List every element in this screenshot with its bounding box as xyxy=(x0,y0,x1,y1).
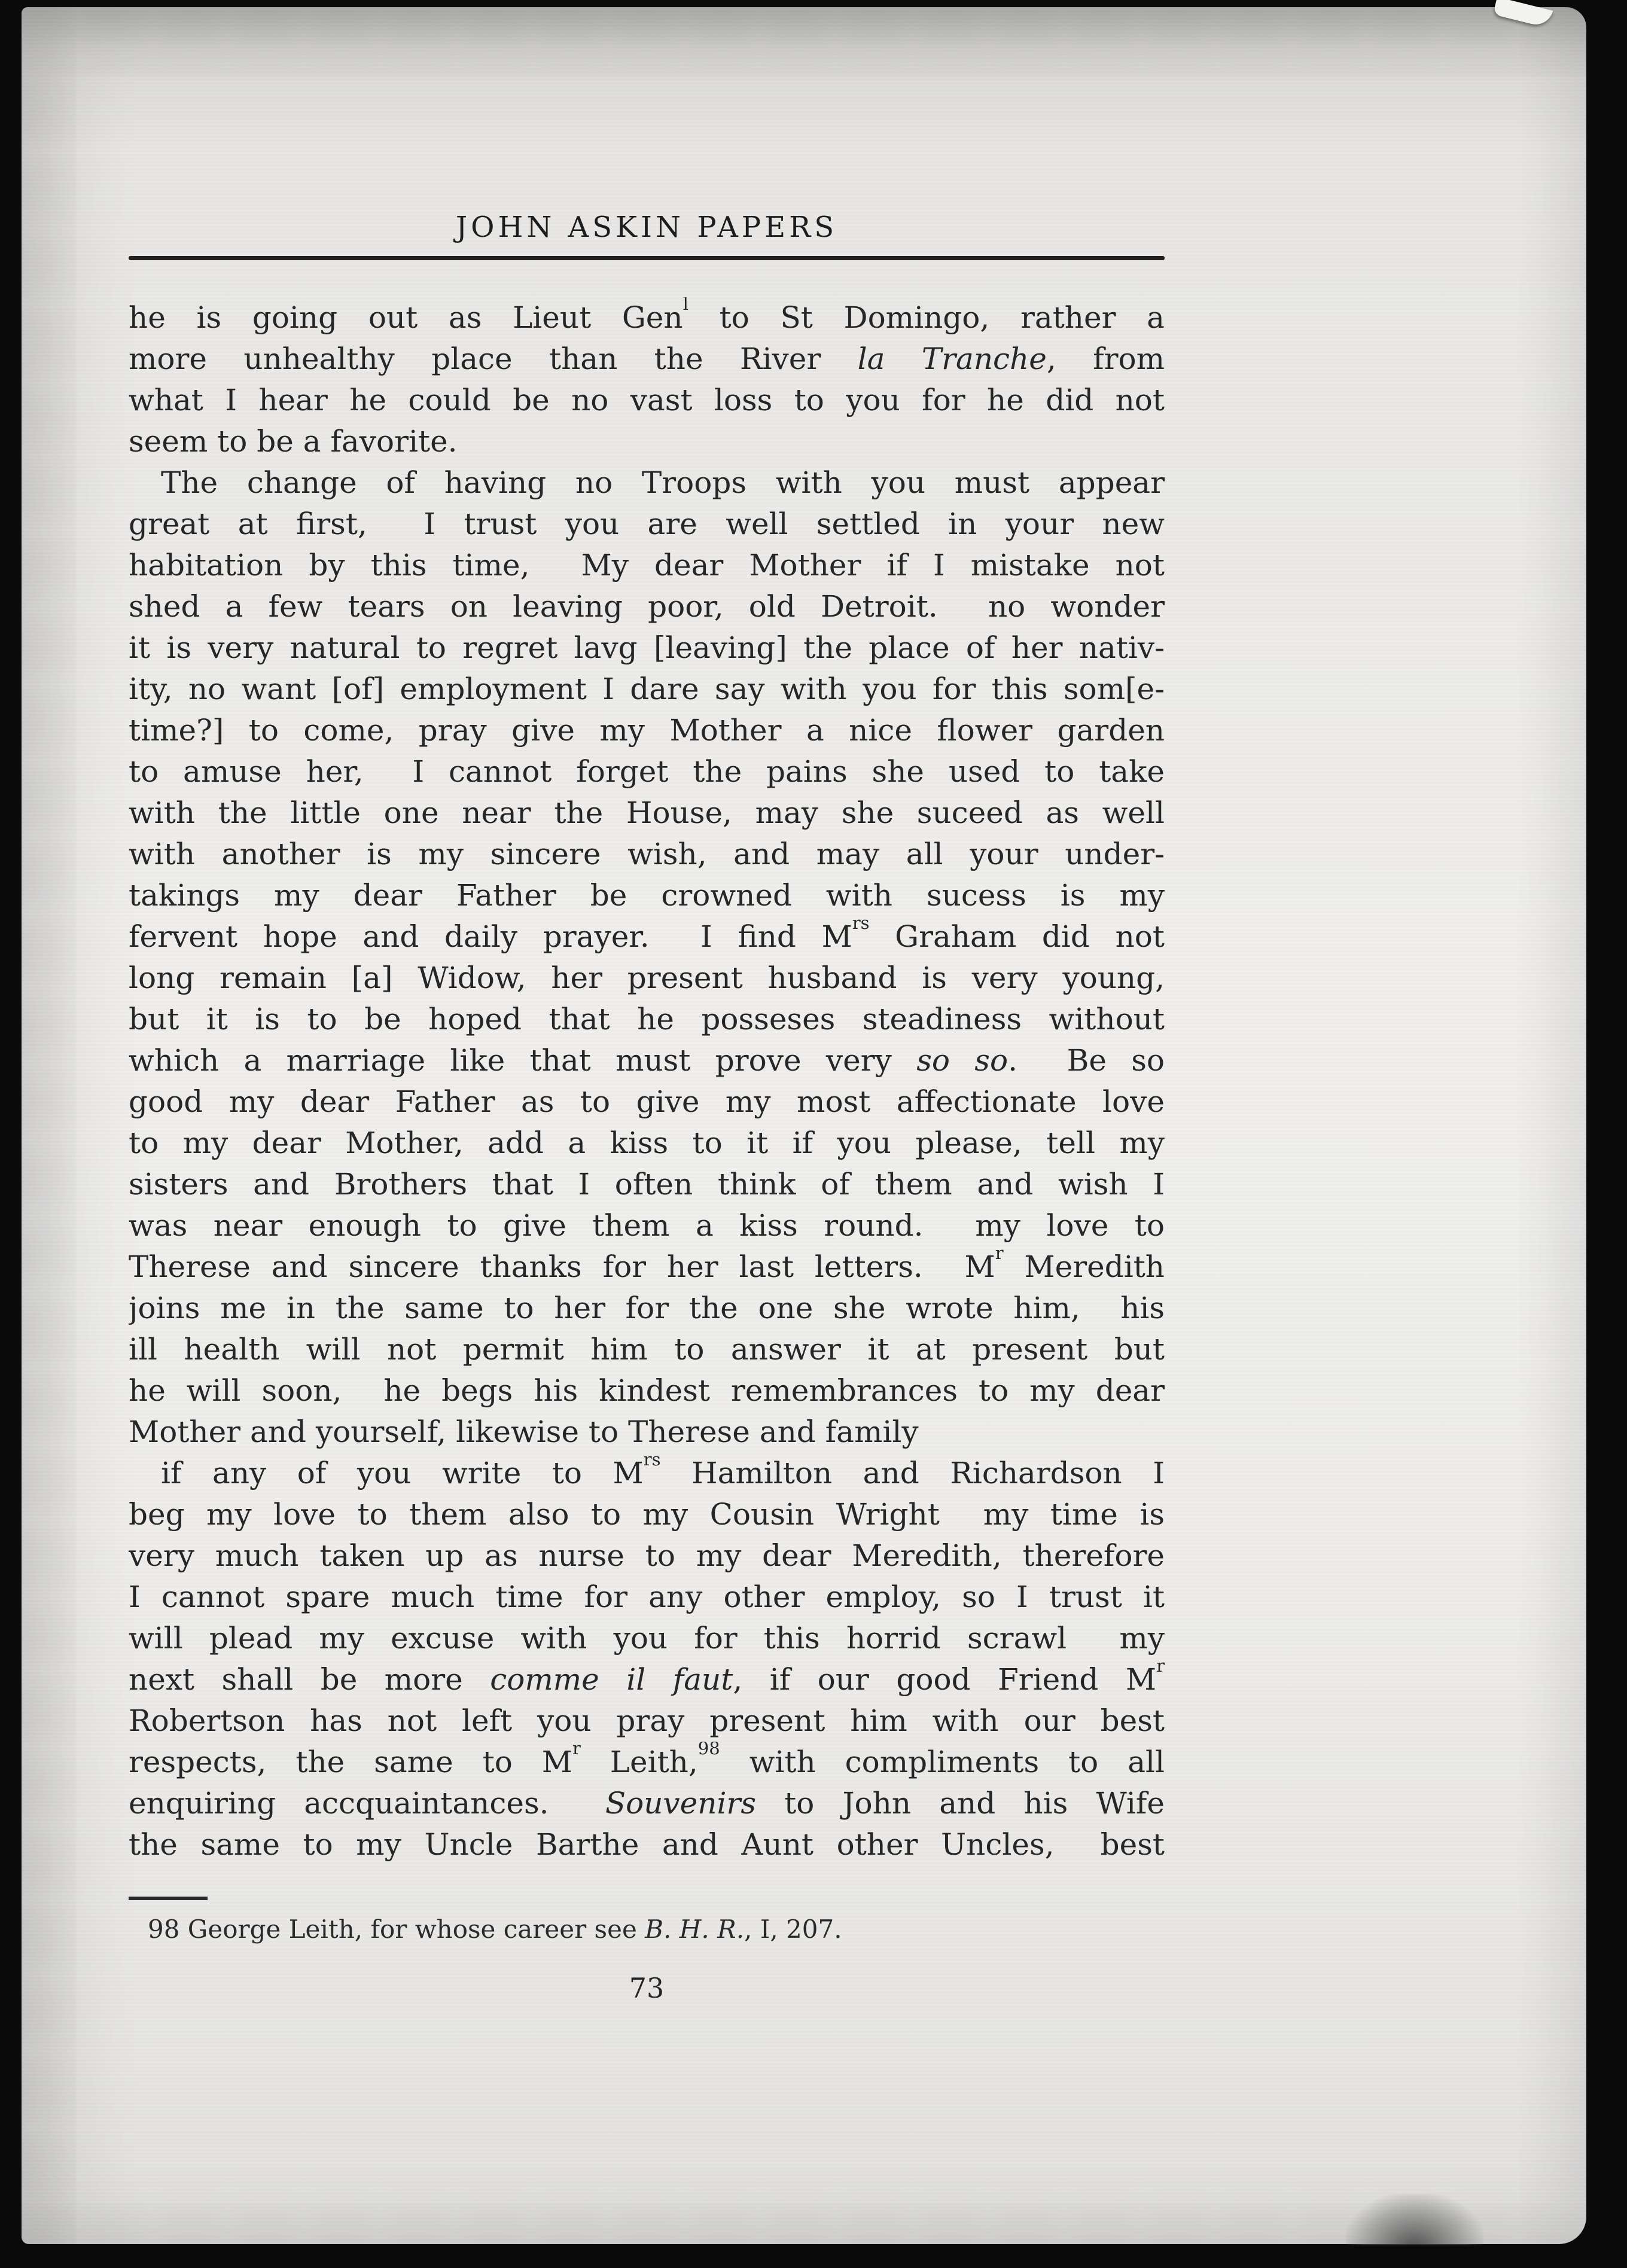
text-line: seem to be a favorite. xyxy=(129,424,458,459)
text-line: beg my love to them also to my Cousin Wright my time is xyxy=(129,1497,1165,1532)
scan-shadow-artifact xyxy=(1346,2194,1483,2245)
running-head-title: JOHN ASKIN PAPERS xyxy=(455,211,838,244)
text-line: he is going out as Lieut Gen$^l$ to St Domingo, rather a xyxy=(129,297,1165,335)
text-line: it is very natural to regret lavg [leaving] the place of her nativ- xyxy=(129,630,1165,665)
text-line: to amuse her, I cannot forget the pains she used to take xyxy=(129,754,1165,789)
text-line: shed a few tears on leaving poor, old Detroit. no wonder xyxy=(129,589,1165,624)
text-line: what I hear he could be no vast loss to you for he did not xyxy=(129,383,1165,417)
text-line: he will soon, he begs his kindest remembrances to my dear xyxy=(129,1373,1165,1408)
text-line: fervent hope and daily prayer. I find $M^{rs}$ Graham did not xyxy=(129,916,1165,954)
text-line: which a marriage like that must prove very so so. Be so xyxy=(129,1043,1165,1078)
text-line: The change of having no Troops with you must appear xyxy=(161,465,1165,500)
text-line: if any of you write to $M^{rs}$ Hamilton and Richardson I xyxy=(161,1453,1165,1490)
text-line: long remain [a] Widow, her present husband is very young, xyxy=(129,961,1165,995)
text-line: sisters and Brothers that I often think of them and wish I xyxy=(129,1167,1165,1202)
header-rule xyxy=(129,256,1165,260)
text-line: ity, no want [of] employment I dare say with you for this som[e- xyxy=(129,672,1165,706)
text-line: very much taken up as nurse to my dear Meredith, therefore xyxy=(129,1538,1165,1573)
text-line: Therese and sincere thanks for her last letters. $M^r$ Meredith xyxy=(129,1246,1165,1284)
text-line: with another is my sincere wish, and may all your under- xyxy=(129,837,1165,871)
text-line: joins me in the same to her for the one she wrote him, his xyxy=(129,1291,1165,1325)
paragraph xyxy=(129,1453,1165,1865)
text-line: respects, the same to $M^r$ Leith,$^{98}$ with compliments to all xyxy=(129,1742,1165,1779)
text-line: I cannot spare much time for any other employ, so I trust it xyxy=(129,1580,1165,1614)
footnote-rule xyxy=(129,1897,208,1900)
text-line: with the little one near the House, may she suceed as well xyxy=(129,795,1165,830)
text-line: to my dear Mother, add a kiss to it if you please, tell my xyxy=(129,1126,1165,1160)
page-curl-artifact xyxy=(1493,0,1553,28)
paragraph xyxy=(129,297,1165,462)
footnote: 98 George Leith, for whose career see B. H. R., I, 207. xyxy=(148,1915,842,1944)
page-content xyxy=(129,7,1165,2004)
text-line: but it is to be hoped that he posseses steadiness without xyxy=(129,1002,1165,1037)
page-number: 73 xyxy=(629,1972,665,2004)
paper-sheet xyxy=(22,7,1586,2244)
letter-body xyxy=(129,297,1165,1865)
text-line: will plead my excuse with you for this horrid scrawl my xyxy=(129,1621,1165,1656)
paragraph xyxy=(129,462,1165,1453)
text-line: good my dear Father as to give my most affectionate love xyxy=(129,1084,1165,1119)
text-line: the same to my Uncle Barthe and Aunt other Uncles, best xyxy=(129,1827,1165,1862)
text-line: ill health will not permit him to answer it at present but xyxy=(129,1332,1165,1367)
text-line: takings my dear Father be crowned with sucess is my xyxy=(129,878,1165,913)
text-line: more unhealthy place than the River la Tranche, from xyxy=(129,342,1165,376)
text-line: great at first, I trust you are well settled in your new xyxy=(129,507,1165,541)
text-line: Mother and yourself, likewise to Therese and family xyxy=(129,1415,919,1449)
text-line: time?] to come, pray give my Mother a nice flower garden xyxy=(129,713,1165,748)
text-line: Robertson has not left you pray present him with our best xyxy=(129,1703,1165,1738)
text-line: enquiring accquaintances. Souvenirs to John and his Wife xyxy=(129,1786,1165,1821)
text-line: was near enough to give them a kiss round. my love to xyxy=(129,1208,1165,1243)
text-line: habitation by this time, My dear Mother if I mistake not xyxy=(129,548,1165,583)
text-line: next shall be more comme il faut, if our good Friend $M^r$ xyxy=(129,1659,1165,1697)
